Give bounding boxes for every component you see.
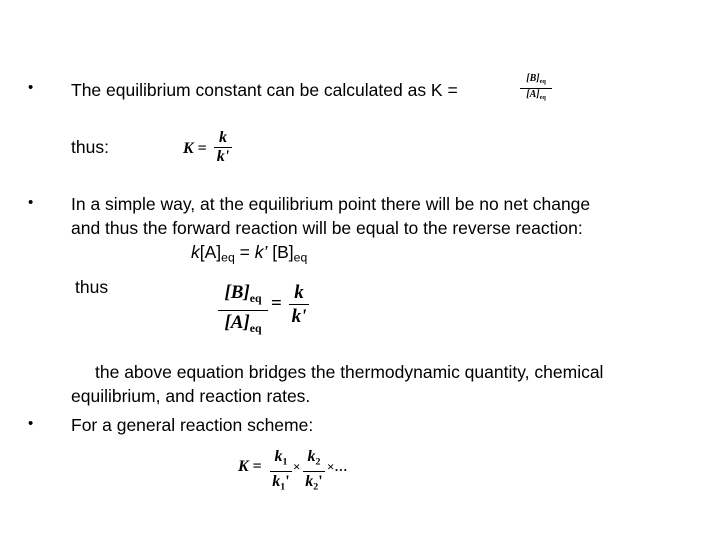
times-sign: × [293,459,301,474]
bullet-2: • [28,194,34,211]
item1-equation: K = [183,140,207,157]
continuation-line2: equilibrium, and reaction rates. [71,386,311,406]
item3-equation-lhs: K = [238,458,262,475]
continuation-line1: the above equation bridges the thermodynamic quantity, chemical [95,362,604,382]
equation-numerator: k [219,129,227,146]
item2-equation-fraction-right [289,281,309,328]
item1-text: The equilibrium constant can be calculated as K = [71,80,458,100]
bullet-3: • [28,415,34,432]
fraction-1-denominator: $k_1'$ [272,473,290,493]
fraction-1-numerator: $k_1$ [274,448,288,468]
equation-right-numerator: k [294,282,304,303]
inline-fraction-denominator: $[A]_{eq}$ [526,89,546,102]
item2-equation-fraction-left [218,281,268,340]
equation-left-numerator: $[B]_{eq}$ [224,282,262,306]
fraction-2-denominator: $k_2'$ [305,473,323,493]
item2-rate-equation: $k[A]_{eq} = k$’ $[B]_{eq}$ [191,242,308,265]
item3-fraction-2 [303,447,325,497]
item1-inline-fraction [520,73,552,104]
bullet-1: • [28,79,34,96]
item2-line2: and thus the forward reaction will be equal to the reverse reaction: [71,218,583,238]
fraction-2-numerator: $k_2$ [307,448,321,468]
equation-denominator: k' [216,148,230,165]
equation-left-denominator: $[A]_{eq}$ [224,312,262,336]
item1-equation-fraction [214,129,232,166]
item3-text: For a general reaction scheme: [71,415,314,435]
inline-fraction-numerator: $[B]_{eq}$ [526,73,546,86]
ellipsis-tail: ×… [327,459,348,474]
item2-equals-sign: = [271,293,282,314]
item3-fraction-1 [270,447,292,497]
equation-right-denominator: k' [291,306,307,327]
item2-line1: In a simple way, at the equilibrium point there will be no net change [71,194,591,214]
item1-thus-label: thus: [71,137,109,157]
item2-thus-label: thus [75,277,109,297]
